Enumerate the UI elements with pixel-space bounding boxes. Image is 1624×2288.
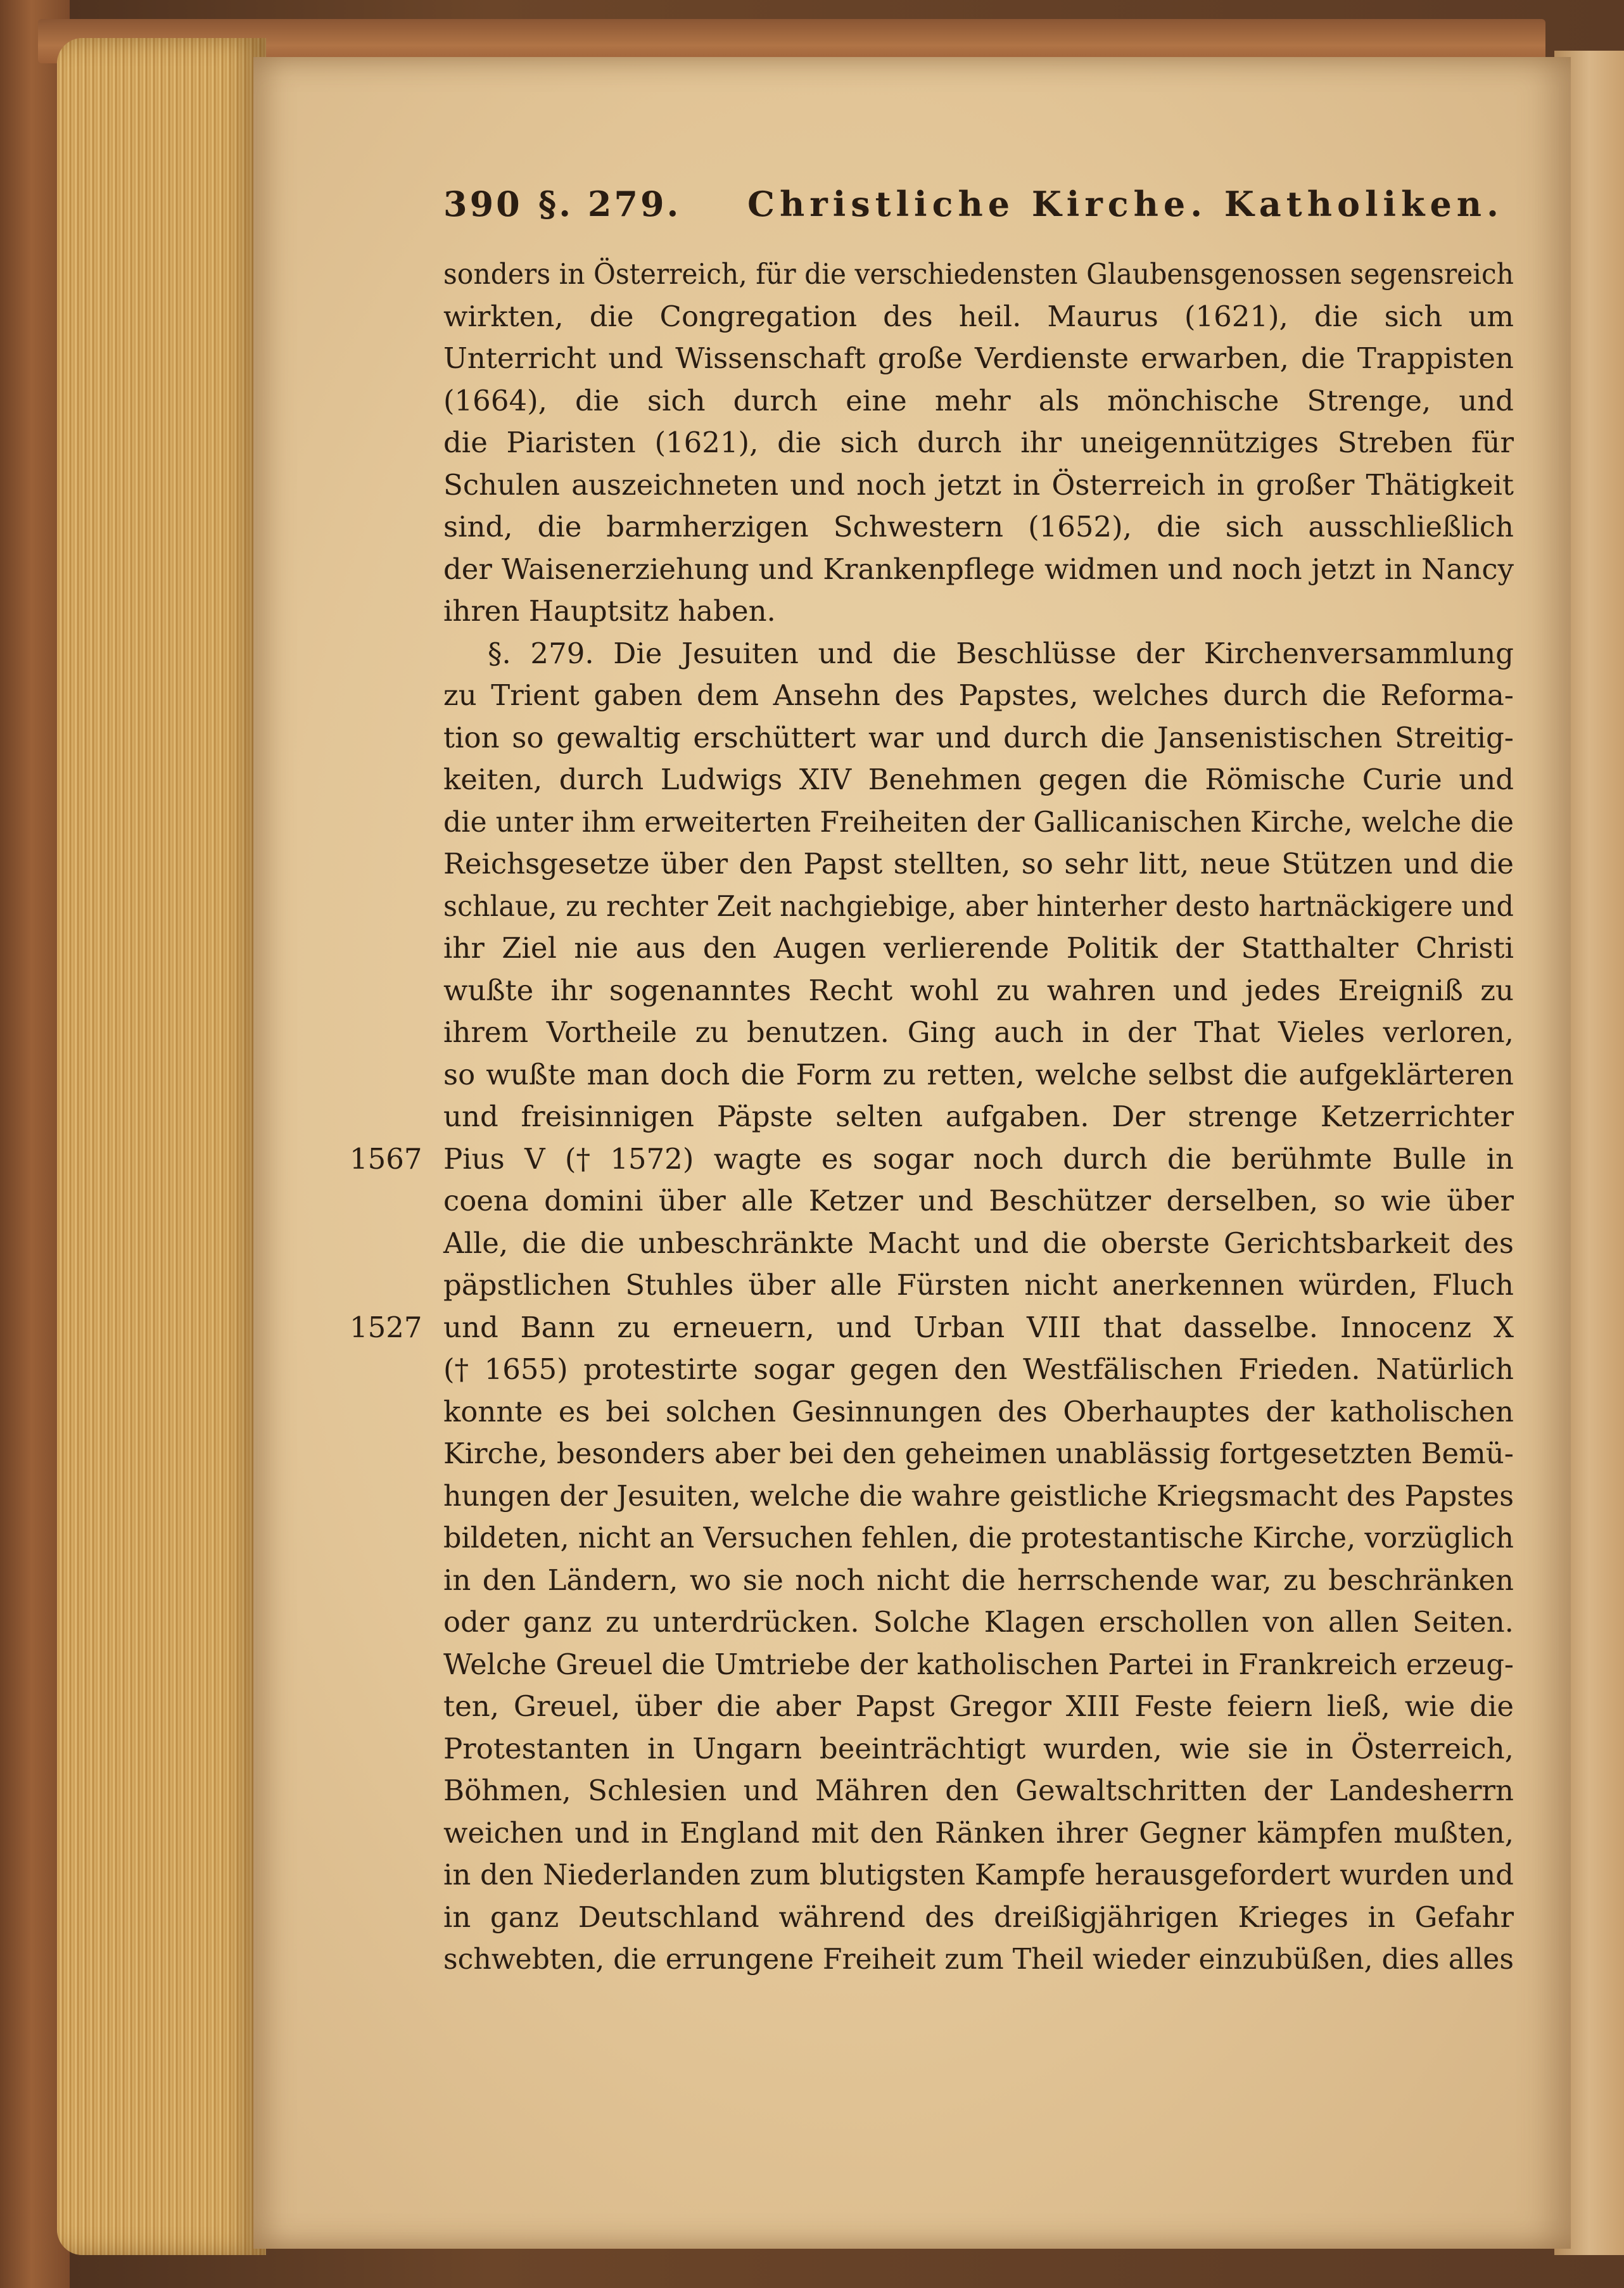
text-line	[443, 1644, 1514, 1686]
text-line	[443, 1475, 1514, 1518]
section-number: §. 279.	[538, 184, 682, 224]
text-line	[350, 1307, 1514, 1349]
text-line-content: Unterricht und Wissenschaft große Verdienste erwarben, die Trappisten	[443, 341, 1514, 375]
text-line-content: der Waisenerziehung und Krankenpflege widmen und noch jetzt in Nancy	[443, 552, 1514, 586]
text-line	[443, 1770, 1514, 1812]
text-line	[443, 717, 1514, 759]
text-line-content: konnte es bei solchen Gesinnungen des Oberhauptes der katholischen	[443, 1394, 1514, 1428]
text-line	[443, 464, 1514, 507]
text-line-content: keiten, durch Ludwigs XIV Benehmen gegen die Römische Curie und	[443, 763, 1514, 796]
text-line	[443, 970, 1514, 1012]
text-line-content: bildeten, nicht an Versuchen fehlen, die protestantische Kirche, vorzüglich	[443, 1521, 1514, 1554]
text-line	[443, 590, 1514, 633]
text-line-content: so wußte man doch die Form zu retten, welche selbst die aufgeklärteren	[443, 1057, 1514, 1091]
text-line-content: († 1655) protestirte sogar gegen den Westfälischen Frieden. Natürlich	[443, 1352, 1514, 1386]
text-line-content: wirkten, die Congregation des heil. Maurus (1621), die sich um	[443, 299, 1514, 333]
text-line-content: (1664), die sich durch eine mehr als mönchische Strenge, und	[443, 383, 1514, 417]
text-line	[443, 843, 1514, 886]
gilt-page-edges	[57, 38, 266, 2255]
text-line	[443, 1264, 1514, 1307]
text-line-content: schlaue, zu rechter Zeit nachgiebige, aber hinterher desto hartnäckigere und	[443, 889, 1514, 923]
text-line	[443, 1560, 1514, 1602]
text-line-content: zu Trient gaben dem Ansehn des Papstes, welches durch die Reforma-	[443, 678, 1514, 712]
running-title: Christliche Kirche. Katholiken.	[747, 184, 1504, 224]
page-text-block	[350, 177, 1514, 1981]
text-line	[443, 1938, 1514, 1981]
text-line	[443, 1096, 1514, 1138]
text-line	[443, 759, 1514, 801]
text-line-content: die Piaristen (1621), die sich durch ihr uneigennütziges Streben für	[443, 426, 1514, 459]
text-line-content: in den Niederlanden zum blutigsten Kampfe herausgefordert wurden und	[443, 1858, 1514, 1891]
text-line-content: wußte ihr sogenanntes Recht wohl zu wahren und jedes Ereigniß zu	[443, 973, 1514, 1007]
text-line-content: tion so gewaltig erschüttert war und durch die Jansenistischen Streitig-	[443, 720, 1514, 754]
text-line-content: ihren Hauptsitz haben.	[443, 594, 776, 628]
text-line	[443, 1897, 1514, 1939]
text-line	[443, 1812, 1514, 1855]
text-line	[443, 380, 1514, 423]
text-line	[443, 1686, 1514, 1728]
text-line	[443, 1054, 1514, 1096]
text-line-content: Kirche, besonders aber bei den geheimen unablässig fortgesetzten Bemü-	[443, 1437, 1514, 1470]
text-line	[443, 506, 1514, 549]
text-line	[443, 1517, 1514, 1560]
text-line-content: Welche Greuel die Umtriebe der katholischen Partei in Frankreich erzeug-	[443, 1647, 1514, 1681]
text-line	[443, 633, 1514, 675]
text-line-content: coena domini über alle Ketzer und Beschützer derselben, so wie über	[443, 1184, 1514, 1217]
text-line	[443, 253, 1514, 296]
page-number: 390	[443, 184, 523, 224]
text-line	[443, 675, 1514, 717]
text-line	[443, 1601, 1514, 1644]
text-line-content: sind, die barmherzigen Schwestern (1652), die sich ausschließlich	[443, 510, 1514, 543]
text-line	[443, 338, 1514, 380]
text-line	[443, 886, 1514, 928]
text-line	[443, 1433, 1514, 1475]
text-line-content: ihrem Vortheile zu benutzen. Ging auch in der That Vieles verloren,	[443, 1015, 1514, 1049]
text-line-content: sonders in Österreich, für die verschiedensten Glaubensgenossen segensreich	[443, 257, 1514, 291]
body-text	[350, 253, 1514, 1981]
text-line-content: in den Ländern, wo sie noch nicht die herrschende war, zu beschränken	[443, 1563, 1514, 1597]
text-line-content: oder ganz zu unterdrücken. Solche Klagen erschollen von allen Seiten.	[443, 1605, 1514, 1639]
text-line	[350, 1138, 1514, 1181]
text-line-content: und Bann zu erneuern, und Urban VIII that dasselbe. Innocenz X	[443, 1310, 1514, 1344]
text-line-content: Alle, die die unbeschränkte Macht und die oberste Gerichtsbarkeit des	[443, 1226, 1514, 1260]
text-line-content: Protestanten in Ungarn beeinträchtigt wurden, wie sie in Österreich,	[443, 1731, 1514, 1765]
text-line-content: hungen der Jesuiten, welche die wahre geistliche Kriegsmacht des Papstes	[443, 1478, 1514, 1513]
text-line	[443, 1012, 1514, 1054]
text-line-content: Schulen auszeichneten und noch jetzt in Österreich in großer Thätigkeit	[443, 467, 1514, 502]
text-line-content: weichen und in England mit den Ränken ihrer Gegner kämpfen mußten,	[443, 1815, 1514, 1850]
text-line	[443, 296, 1514, 338]
text-line	[443, 927, 1514, 970]
margin-year-note: 1527	[350, 1310, 422, 1344]
text-line-content: ten, Greuel, über die aber Papst Gregor XIII Feste feiern ließ, wie die	[443, 1689, 1514, 1723]
text-line-content: in ganz Deutschland während des dreißigjährigen Krieges in Gefahr	[443, 1900, 1514, 1934]
text-line-content: päpstlichen Stuhles über alle Fürsten nicht anerkennen würden, Fluch	[443, 1268, 1514, 1302]
running-header	[443, 177, 1514, 253]
text-line	[443, 1728, 1514, 1770]
text-line-content: Pius V († 1572) wagte es sogar noch durch die berühmte Bulle in	[443, 1141, 1514, 1176]
text-line-content: ihr Ziel nie aus den Augen verlierende Politik der Statthalter Christi	[443, 931, 1514, 965]
margin-year-note: 1567	[350, 1141, 422, 1176]
text-line-content: Reichsgesetze über den Papst stellten, so sehr litt, neue Stützen und die	[443, 847, 1514, 880]
text-line	[443, 549, 1514, 591]
text-line	[443, 1349, 1514, 1391]
text-line	[443, 1223, 1514, 1265]
text-line-content: §. 279. Die Jesuiten und die Beschlüsse der Kirchenversammlung	[488, 636, 1514, 670]
text-line-content: Böhmen, Schlesien und Mähren den Gewaltschritten der Landesherrn	[443, 1774, 1514, 1807]
text-line-content: schwebten, die errungene Freiheit zum Theil wieder einzubüßen, dies alles	[443, 1942, 1514, 1976]
text-line	[443, 1391, 1514, 1433]
text-line-content: und freisinnigen Päpste selten aufgaben. Der strenge Ketzerrichter	[443, 1100, 1514, 1133]
text-line	[443, 801, 1514, 844]
text-line-content: die unter ihm erweiterten Freiheiten der Gallicanischen Kirche, welche die	[443, 804, 1514, 839]
text-line	[443, 422, 1514, 464]
text-line	[443, 1854, 1514, 1897]
text-line	[443, 1180, 1514, 1223]
